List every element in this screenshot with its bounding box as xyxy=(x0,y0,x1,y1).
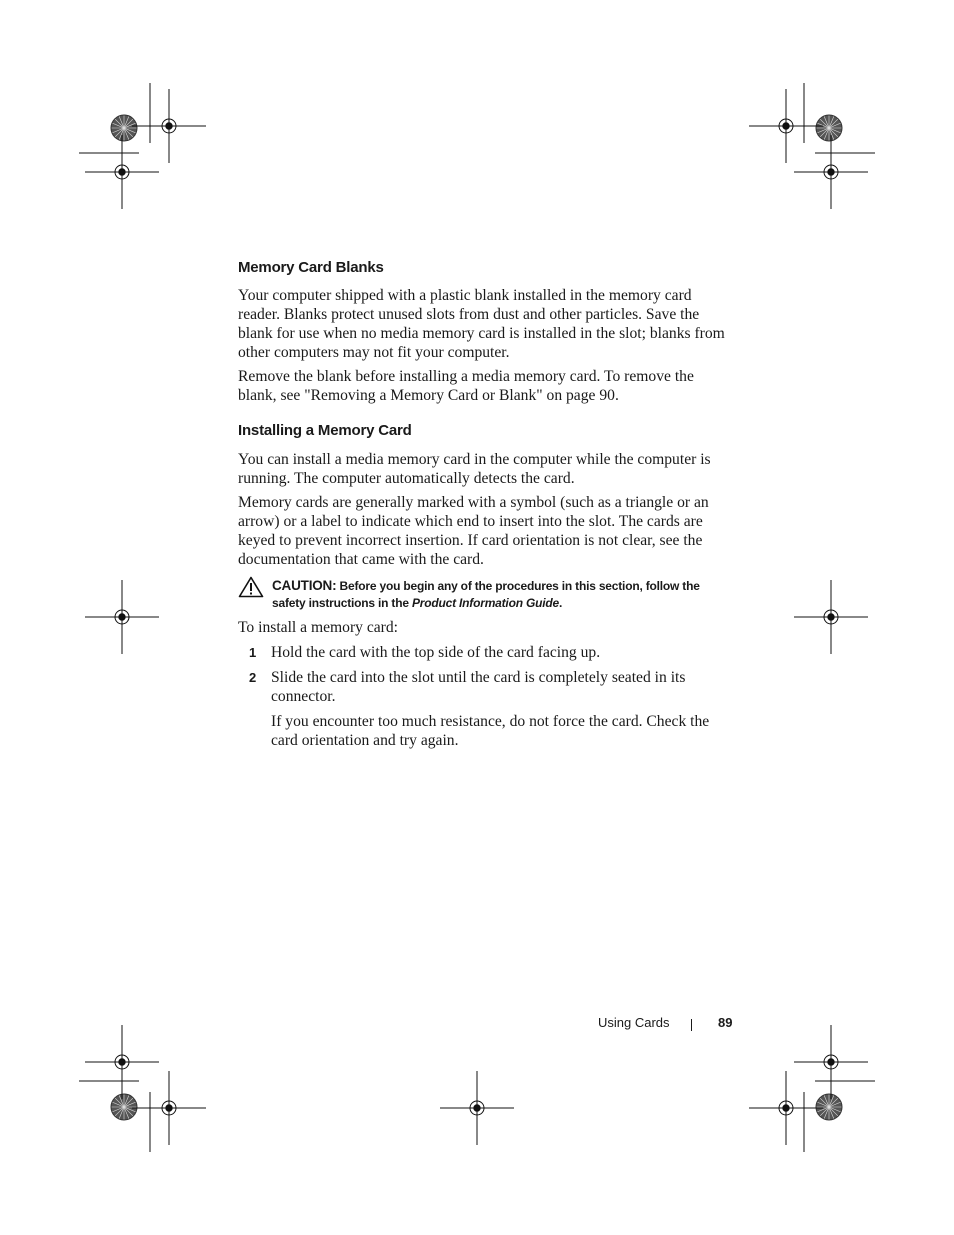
page-footer xyxy=(598,1015,738,1035)
step-number: 1 xyxy=(249,645,257,660)
caution-end: . xyxy=(558,596,563,610)
paragraph: Remove the blank before installing a media memory card. To remove the blank, see "Removing a Memory Card or Blank" on page 90. xyxy=(238,368,694,404)
step-note: If you encounter too much resistance, do not force the card. Check the card orientation and try again. xyxy=(271,713,710,749)
procedure-intro: To install a memory card: xyxy=(238,619,398,636)
step-text: Hold the card with the top side of the card facing up. xyxy=(271,644,601,661)
caution-emphasis: Product Information Guide xyxy=(411,596,559,610)
section-heading-memory-card-blanks: Memory Card Blanks xyxy=(238,259,384,276)
footer-divider xyxy=(691,1019,692,1031)
page-number: 89 xyxy=(718,1015,733,1030)
caution-body: Before you begin any of the procedures in this section, follow the safety instructions in the xyxy=(272,579,700,610)
paragraph: Memory cards are generally marked with a symbol (such as a triangle or an arrow) or a label to indicate which end to insert into the slot. The cards are keyed to prevent incorrect insertion. If card orientation is not clear, see the documentation that came with the card. xyxy=(238,494,709,568)
warning-triangle-icon xyxy=(238,576,264,598)
footer-section-name: Using Cards xyxy=(598,1015,670,1030)
caution-label: CAUTION: xyxy=(272,578,337,593)
caution-text xyxy=(272,577,732,612)
step-text: Slide the card into the slot until the card is completely seated in its connector. xyxy=(271,669,686,705)
step-number: 2 xyxy=(249,670,257,685)
paragraph: Your computer shipped with a plastic blank installed in the memory card reader. Blanks protect unused slots from dust and other particles. Save the blank for use when no media memory card is installed in the slot; blanks from other computers may not fit your computer. xyxy=(238,287,725,361)
paragraph: You can install a media memory card in the computer while the computer is running. The computer automatically detects the card. xyxy=(238,451,711,487)
section-heading-installing-memory-card: Installing a Memory Card xyxy=(238,422,412,439)
